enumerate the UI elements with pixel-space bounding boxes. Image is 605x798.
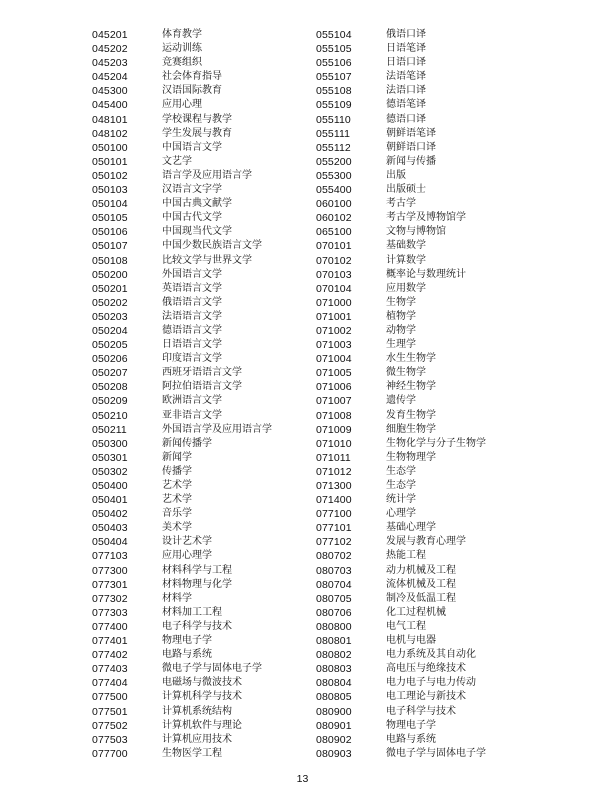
subject-name: 发展与教育心理学 — [386, 536, 466, 548]
subject-code: 050401 — [92, 494, 128, 507]
subject-name: 统计学 — [386, 494, 416, 506]
subject-name: 学生发展与教育 — [162, 127, 232, 139]
subject-name: 生物化学与分子生物学 — [386, 437, 486, 449]
subject-code: 071008 — [316, 409, 352, 422]
subject-code: 077301 — [92, 578, 128, 591]
subject-name: 应用心理 — [162, 99, 202, 111]
subject-name: 出版 — [386, 169, 406, 181]
subject-code: 050403 — [92, 522, 128, 535]
subject-name: 细胞生物学 — [386, 423, 436, 435]
subject-name: 制冷及低温工程 — [386, 592, 456, 604]
subject-name: 微电子学与固体电子学 — [162, 663, 262, 675]
subject-name: 微生物学 — [386, 367, 426, 379]
subject-name: 生态学 — [386, 480, 416, 491]
subject-code: 045400 — [92, 99, 128, 112]
subject-code: 055104 — [316, 29, 352, 41]
subject-name: 材料学 — [162, 592, 192, 604]
subject-name: 朝鲜语口译 — [386, 141, 436, 153]
subject-name: 水生生物学 — [386, 353, 436, 365]
subject-name: 生物学 — [386, 296, 416, 308]
subject-code: 050108 — [92, 254, 128, 267]
subject-code: 071300 — [316, 480, 352, 492]
subject-code: 055400 — [316, 184, 352, 197]
subject-code: 045202 — [92, 43, 128, 56]
subject-name: 文艺学 — [162, 155, 192, 167]
subject-name: 日语口译 — [386, 57, 426, 69]
subject-code: 060102 — [316, 212, 352, 225]
subject-code: 055108 — [316, 85, 352, 98]
subject-name: 化工过程机械 — [386, 606, 446, 618]
subject-code: 071000 — [316, 296, 352, 309]
subject-code: 050400 — [92, 480, 128, 492]
subject-code: 050106 — [92, 226, 128, 239]
subject-code: 055300 — [316, 169, 352, 182]
subject-code: 077500 — [92, 691, 128, 704]
subject-name: 动物学 — [386, 324, 416, 336]
subject-name: 微电子学与固体电子学 — [386, 747, 486, 759]
subject-code: 050206 — [92, 353, 128, 366]
subject-name: 生理学 — [386, 339, 416, 351]
subject-name: 计算机应用技术 — [162, 733, 232, 745]
subject-code: 050200 — [92, 268, 128, 281]
subject-code: 080900 — [316, 705, 352, 718]
subject-name: 亚非语言文学 — [162, 409, 222, 421]
subject-name: 文物与博物馆 — [386, 226, 446, 238]
subject-code: 077501 — [92, 705, 128, 718]
subject-code: 077102 — [316, 536, 352, 549]
subject-name: 计算数学 — [386, 254, 426, 266]
subject-code: 080702 — [316, 550, 352, 563]
subject-name: 基础数学 — [386, 240, 426, 252]
subject-code: 048102 — [92, 127, 128, 140]
subject-name: 电机与电器 — [386, 635, 436, 647]
subject-code: 050302 — [92, 465, 128, 478]
subject-code: 080903 — [316, 747, 352, 760]
subject-code: 070103 — [316, 268, 352, 281]
subject-name: 发育生物学 — [386, 409, 436, 421]
subject-name: 生物医学工程 — [162, 747, 222, 759]
subject-name: 电磁场与微波技术 — [162, 677, 242, 689]
subject-name: 艺术学 — [162, 480, 192, 491]
subject-name: 学校课程与教学 — [162, 113, 232, 125]
subject-name: 电路与系统 — [162, 649, 212, 661]
subject-code: 070101 — [316, 240, 352, 253]
subject-name: 新闻传播学 — [162, 437, 212, 449]
subject-name: 传播学 — [162, 465, 192, 477]
subject-code: 050102 — [92, 169, 128, 182]
subject-name: 考古学 — [386, 198, 416, 210]
subject-code: 050207 — [92, 367, 128, 380]
subject-code: 071010 — [316, 437, 352, 450]
subject-name: 法语语言文学 — [162, 310, 222, 322]
subject-code: 077300 — [92, 564, 128, 577]
subject-name: 材料科学与工程 — [162, 564, 232, 576]
subject-code: 050105 — [92, 212, 128, 225]
subject-name: 艺术学 — [162, 494, 192, 506]
subject-code: 077502 — [92, 719, 128, 732]
subject-name: 计算机系统结构 — [162, 705, 232, 717]
subject-code: 071004 — [316, 353, 352, 366]
subject-code: 045300 — [92, 85, 128, 98]
subject-name: 概率论与数理统计 — [386, 268, 466, 280]
subject-code: 080706 — [316, 606, 352, 619]
subject-code: 077403 — [92, 663, 128, 676]
subject-name: 日语笔译 — [386, 43, 426, 55]
subject-code: 050210 — [92, 409, 128, 422]
subject-name: 欧洲语言文学 — [162, 395, 222, 407]
subject-name: 美术学 — [162, 522, 192, 534]
subject-code: 080705 — [316, 592, 352, 605]
subject-name: 日语语言文学 — [162, 339, 222, 351]
subject-code: 055109 — [316, 99, 352, 112]
subject-code: 050100 — [92, 141, 128, 154]
subject-name: 电气工程 — [386, 620, 426, 632]
subject-name: 电工理论与新技术 — [386, 691, 466, 703]
subject-name: 动力机械及工程 — [386, 564, 456, 576]
subject-code: 077303 — [92, 606, 128, 619]
subject-name: 电路与系统 — [386, 733, 436, 745]
subject-name: 汉语国际教育 — [162, 85, 222, 97]
subject-code: 071400 — [316, 494, 352, 507]
subject-code: 071009 — [316, 423, 352, 436]
subject-code: 077401 — [92, 635, 128, 648]
subject-name: 计算机软件与理论 — [162, 719, 242, 731]
subject-code: 050103 — [92, 184, 128, 197]
subject-name: 中国现当代文学 — [162, 226, 232, 238]
subject-code: 050209 — [92, 395, 128, 408]
subject-code: 080801 — [316, 635, 352, 648]
subject-name: 社会体育指导 — [162, 71, 222, 83]
subject-name: 电子科学与技术 — [386, 705, 456, 717]
subject-name: 比较文学与世界文学 — [162, 254, 252, 266]
subject-code: 060100 — [316, 198, 352, 211]
subject-name: 设计艺术学 — [162, 536, 212, 548]
subject-code: 071003 — [316, 339, 352, 352]
subject-code: 055112 — [316, 141, 351, 154]
subject-code: 070104 — [316, 282, 352, 295]
subject-code: 080804 — [316, 677, 352, 690]
subject-code: 080902 — [316, 733, 352, 746]
subject-name: 物理电子学 — [386, 719, 436, 731]
subject-code: 077302 — [92, 592, 128, 605]
subject-code: 055200 — [316, 155, 352, 168]
subject-code: 071001 — [316, 310, 352, 323]
subject-code: 080805 — [316, 691, 352, 704]
subject-name: 外国语言学及应用语言学 — [162, 423, 272, 435]
subject-name: 热能工程 — [386, 550, 426, 562]
subject-name: 德语笔译 — [386, 99, 426, 111]
subject-name: 朝鲜语笔译 — [386, 127, 436, 139]
subject-code: 050211 — [92, 423, 127, 436]
subject-code: 080901 — [316, 719, 352, 732]
subject-name: 心理学 — [386, 508, 416, 520]
subject-name: 中国古代文学 — [162, 212, 222, 224]
subject-code: 055111 — [316, 127, 351, 140]
subject-name: 植物学 — [386, 310, 416, 322]
subject-code: 045203 — [92, 57, 128, 70]
subject-name: 电子科学与技术 — [162, 620, 232, 632]
subject-code: 077103 — [92, 550, 128, 563]
subject-name: 中国古典文献学 — [162, 198, 232, 210]
subject-name: 考古学及博物馆学 — [386, 212, 466, 224]
subject-code: 055105 — [316, 43, 352, 56]
subject-code: 050201 — [92, 282, 128, 295]
subject-code: 050205 — [92, 339, 128, 352]
subject-code: 048101 — [92, 113, 128, 126]
subject-name: 法语笔译 — [386, 71, 426, 83]
subject-code: 077503 — [92, 733, 128, 746]
subject-name: 外国语言文学 — [162, 268, 222, 280]
subject-code: 050402 — [92, 508, 128, 521]
subject-code: 080703 — [316, 564, 352, 577]
subject-code: 077101 — [316, 522, 352, 535]
subject-name: 德语口译 — [386, 113, 426, 125]
subject-name: 遗传学 — [386, 395, 416, 407]
subject-code: 077404 — [92, 677, 128, 690]
subject-name: 高电压与绝缘技术 — [386, 663, 466, 675]
subject-name: 运动训练 — [162, 43, 202, 55]
subject-name: 竞赛组织 — [162, 57, 202, 69]
subject-code: 055110 — [316, 113, 351, 126]
subject-code: 071006 — [316, 381, 352, 394]
subject-code: 071005 — [316, 367, 352, 380]
subject-code: 071011 — [316, 451, 351, 464]
subject-code: 050208 — [92, 381, 128, 394]
subject-name: 德语语言文学 — [162, 324, 222, 336]
subject-name: 英语语言文学 — [162, 282, 222, 294]
subject-name: 应用数学 — [386, 282, 426, 294]
subject-code: 050104 — [92, 198, 128, 211]
subject-name: 印度语言文学 — [162, 353, 222, 365]
subject-name: 神经生物学 — [386, 381, 436, 393]
subject-name: 汉语言文字学 — [162, 184, 222, 196]
subject-name: 出版硕士 — [386, 184, 426, 196]
subject-code: 050101 — [92, 155, 128, 168]
subject-name: 生物物理学 — [386, 451, 436, 463]
subject-code: 071012 — [316, 465, 352, 478]
subject-code: 055106 — [316, 57, 352, 70]
subject-name: 法语口译 — [386, 85, 426, 97]
subject-name: 计算机科学与技术 — [162, 691, 242, 703]
subject-name: 材料物理与化学 — [162, 578, 232, 590]
subject-name: 西班牙语语言文学 — [162, 367, 242, 379]
subject-name: 语言学及应用语言学 — [162, 169, 252, 181]
subject-code: 077402 — [92, 649, 128, 662]
subject-name: 音乐学 — [162, 508, 192, 520]
page-number: 13 — [296, 773, 309, 785]
subject-code: 050300 — [92, 437, 128, 450]
subject-name: 中国语言文学 — [162, 141, 222, 153]
subject-code: 065100 — [316, 226, 352, 239]
subject-code: 080802 — [316, 649, 352, 662]
subject-code: 077400 — [92, 620, 128, 633]
subject-code: 045201 — [92, 29, 128, 41]
subject-code: 050203 — [92, 310, 128, 323]
subject-code: 071007 — [316, 395, 352, 408]
subject-code: 071002 — [316, 324, 352, 337]
subject-name: 新闻学 — [162, 451, 192, 463]
subject-code: 050202 — [92, 296, 128, 309]
subject-code: 055107 — [316, 71, 352, 84]
subject-code: 080704 — [316, 578, 352, 591]
subject-code: 080803 — [316, 663, 352, 676]
subject-code: 045204 — [92, 71, 128, 84]
subject-name: 电力电子与电力传动 — [386, 677, 476, 689]
subject-name: 俄语语言文学 — [162, 296, 222, 308]
subject-name: 材料加工工程 — [162, 606, 222, 618]
subject-code: 050301 — [92, 451, 128, 464]
subject-name: 生态学 — [386, 465, 416, 477]
subject-code: 050404 — [92, 536, 128, 549]
subject-code: 080800 — [316, 620, 352, 633]
subject-code: 050204 — [92, 324, 128, 337]
subject-name: 基础心理学 — [386, 522, 436, 534]
subject-code: 070102 — [316, 254, 352, 267]
subject-code: 050107 — [92, 240, 128, 253]
subject-name: 新闻与传播 — [386, 155, 436, 167]
subject-name: 物理电子学 — [162, 635, 212, 647]
subject-name: 流体机械及工程 — [386, 578, 456, 590]
subject-name: 体育教学 — [162, 29, 202, 40]
subject-name: 应用心理学 — [162, 550, 212, 562]
subject-name: 阿拉伯语语言文学 — [162, 381, 242, 393]
subject-name: 中国少数民族语言文学 — [162, 240, 262, 252]
subject-name: 俄语口译 — [386, 29, 426, 40]
subject-code: 077100 — [316, 508, 352, 521]
subject-name: 电力系统及其自动化 — [386, 649, 476, 661]
subject-code: 077700 — [92, 747, 128, 760]
